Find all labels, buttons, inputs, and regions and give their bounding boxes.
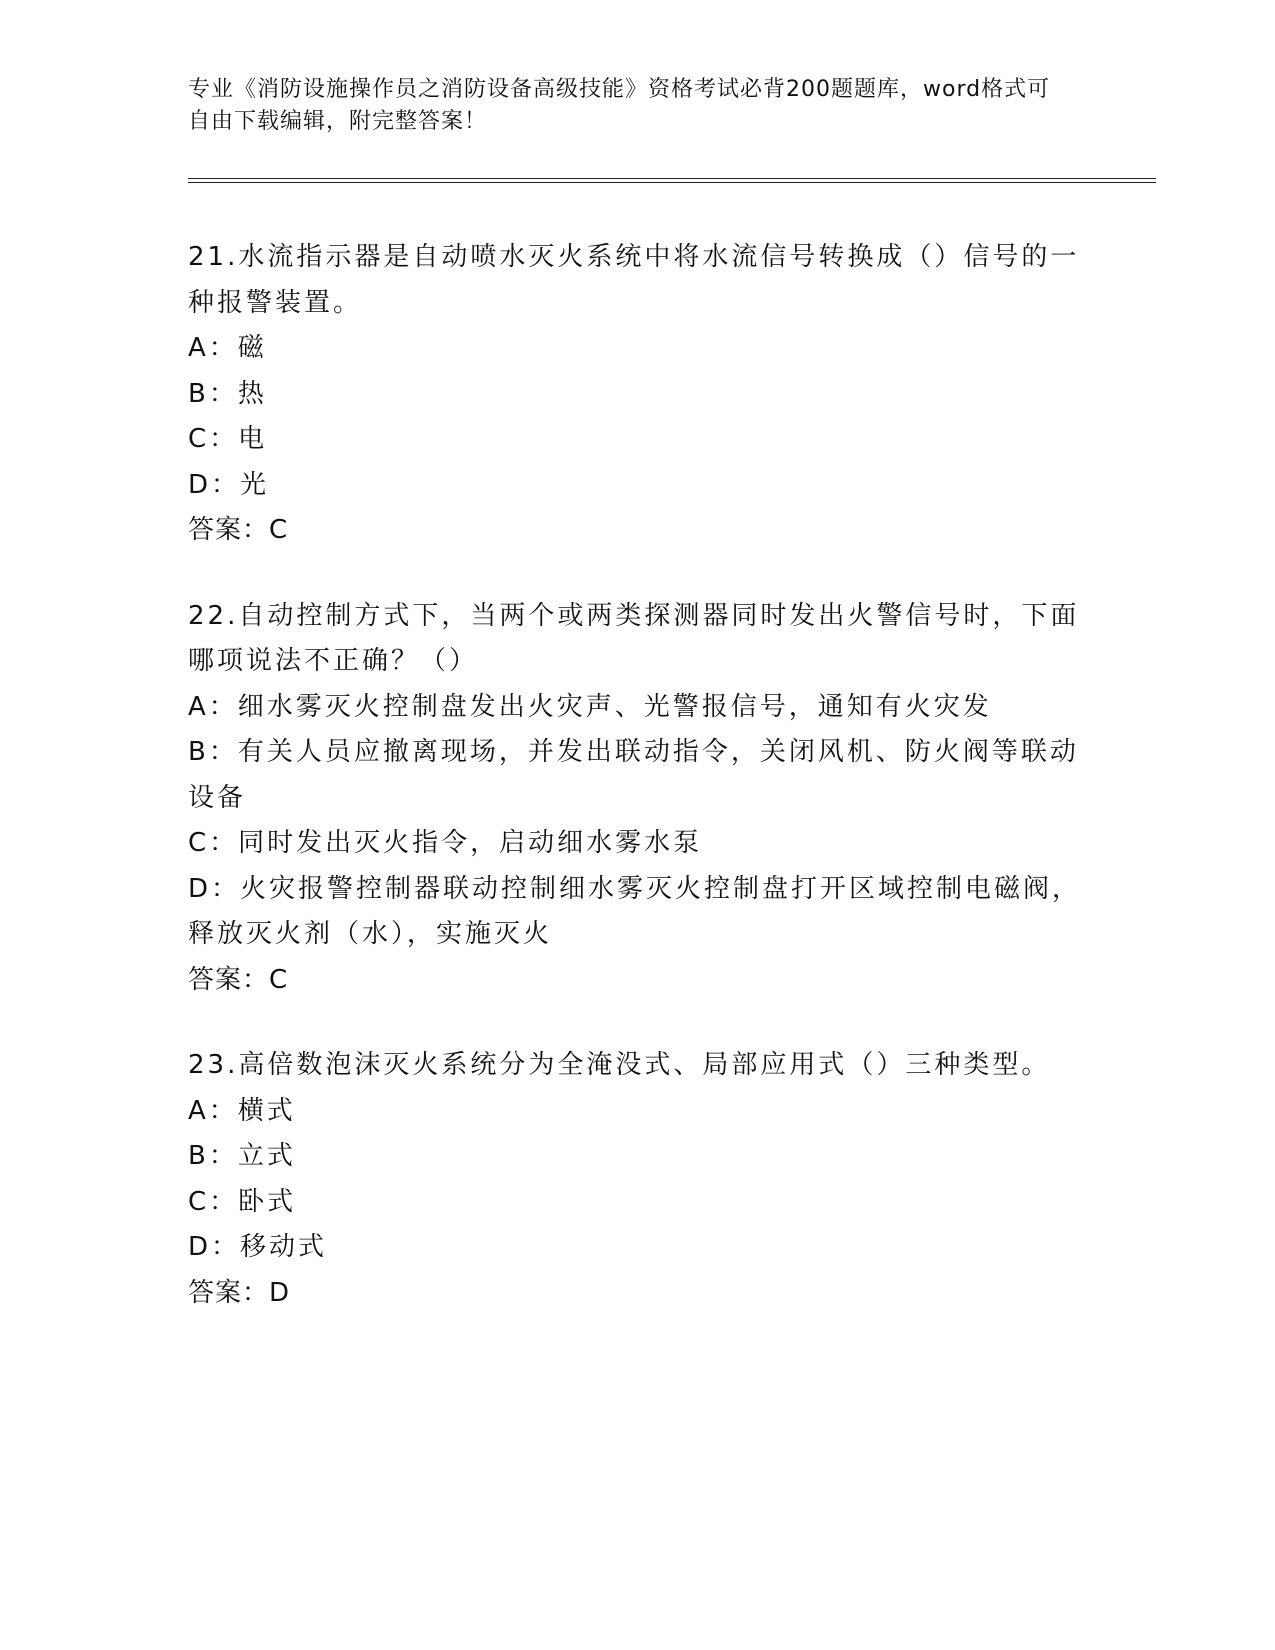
- question-23: [188, 1043, 1088, 1316]
- option-d: D：火灾报警控制器联动控制细水雾灭火控制盘打开区域控制电磁阀，释放灭火剂（水），实施灭火: [188, 873, 1082, 949]
- question-22: [188, 594, 1088, 1004]
- answer-line: [188, 1271, 1088, 1317]
- header-divider-top: [188, 178, 1156, 179]
- answer-label: 答案：: [188, 1277, 270, 1308]
- document-intro: 专业《消防设施操作员之消防设备高级技能》资格考试必背200题题库，word格式可自由下载编辑，附完整答案！: [188, 77, 1051, 134]
- option-a: A：横式: [188, 1095, 296, 1126]
- option-d: D：光: [188, 469, 270, 500]
- option-c: C：卧式: [188, 1186, 297, 1217]
- option-c: C：电: [188, 424, 268, 454]
- option-a: A：细水雾灭火控制盘发出火灾声、光警报信号，通知有火灾发: [188, 691, 992, 722]
- header-divider-bottom: [188, 182, 1156, 183]
- answer-label: 答案：: [188, 515, 270, 545]
- answer-value: C: [269, 964, 289, 995]
- option-b: B：热: [188, 378, 267, 409]
- answer-value: D: [269, 1277, 291, 1308]
- question-21: [188, 235, 1088, 554]
- option-d: D：移动式: [188, 1232, 328, 1262]
- answer-line: [188, 958, 1088, 1004]
- option-c: C：同时发出灭火指令，启动细水雾水泵: [188, 828, 703, 858]
- question-stem: 21.水流指示器是自动喷水灭火系统中将水流信号转换成（）信号的一种报警装置。: [188, 242, 1080, 318]
- answer-line: [188, 508, 1088, 554]
- question-list: [188, 235, 1088, 1356]
- option-b: B：立式: [188, 1141, 296, 1171]
- answer-label: 答案：: [188, 964, 270, 995]
- question-stem: 22.自动控制方式下，当两个或两类探测器同时发出火警信号时，下面哪项说法不正确？（）: [188, 600, 1080, 676]
- option-a: A：磁: [188, 333, 267, 363]
- question-stem: 23.高倍数泡沫灭火系统分为全淹没式、局部应用式（）三种类型。: [188, 1050, 1051, 1080]
- option-b: B：有关人员应撤离现场，并发出联动指令，关闭风机、防火阀等联动设备: [188, 737, 1079, 813]
- answer-value: C: [269, 515, 289, 545]
